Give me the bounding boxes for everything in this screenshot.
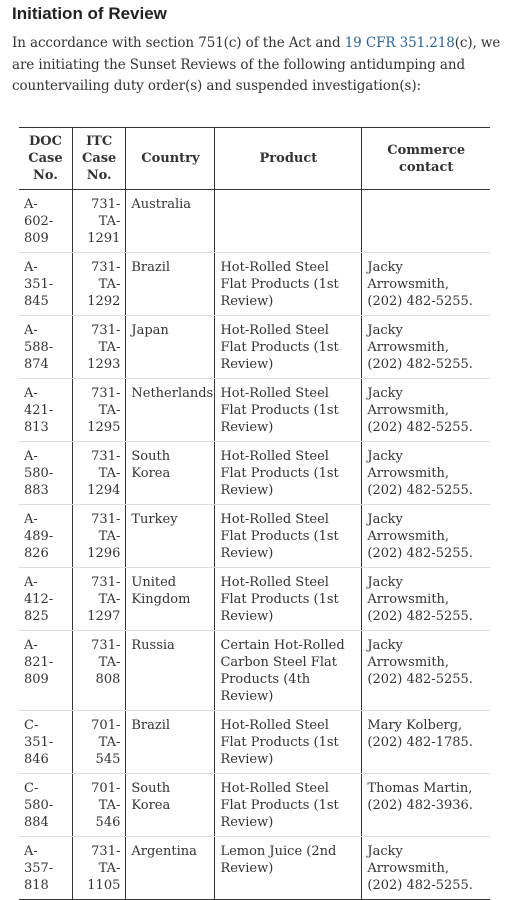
product: Hot-Rolled Steel Flat Products (1st Review) bbox=[215, 711, 362, 774]
commerce-contact: Jacky Arrowsmith, (202) 482-5255. bbox=[362, 316, 490, 379]
table-row bbox=[19, 711, 490, 774]
intro-paragraph bbox=[12, 33, 502, 98]
table-row bbox=[19, 190, 490, 253]
country: Australia bbox=[126, 190, 215, 253]
commerce-contact bbox=[362, 190, 490, 253]
itc-case-no: 731-TA-1295 bbox=[72, 379, 125, 442]
intro-text-after: (c), we are initiating the Sunset Reviews of the following antidumping and countervailing duty order(s) and suspended investigation(s): bbox=[12, 35, 501, 94]
country: United Kingdom bbox=[126, 568, 215, 631]
product: Hot-Rolled Steel Flat Products (1st Review) bbox=[215, 316, 362, 379]
product: Hot-Rolled Steel Flat Products (1st Review) bbox=[215, 505, 362, 568]
commerce-contact: Jacky Arrowsmith, (202) 482-5255. bbox=[362, 505, 490, 568]
product: Certain Hot-Rolled Carbon Steel Flat Products (4th Review) bbox=[215, 631, 362, 711]
commerce-contact: Jacky Arrowsmith, (202) 482-5255. bbox=[362, 379, 490, 442]
product: Hot-Rolled Steel Flat Products (1st Review) bbox=[215, 774, 362, 837]
intro-text-before: In accordance with section 751(c) of the Act and bbox=[12, 35, 345, 51]
country: South Korea bbox=[126, 774, 215, 837]
commerce-contact: Jacky Arrowsmith, (202) 482-5255. bbox=[362, 253, 490, 316]
section-title: Initiation of Review bbox=[12, 4, 167, 23]
header-commerce-contact: Commerce contact bbox=[362, 128, 490, 190]
itc-case-no: 731-TA-1292 bbox=[72, 253, 125, 316]
orders-table bbox=[19, 127, 490, 900]
doc-case-no: A-602-809 bbox=[19, 190, 72, 253]
doc-case-no: A-357-818 bbox=[19, 837, 72, 900]
commerce-contact: Jacky Arrowsmith, (202) 482-5255. bbox=[362, 568, 490, 631]
product: Hot-Rolled Steel Flat Products (1st Review) bbox=[215, 253, 362, 316]
product: Hot-Rolled Steel Flat Products (1st Review) bbox=[215, 442, 362, 505]
table-row bbox=[19, 505, 490, 568]
cfr-link[interactable]: 19 CFR 351.218 bbox=[344, 35, 455, 51]
country: Argentina bbox=[126, 837, 215, 900]
table-row bbox=[19, 568, 490, 631]
itc-case-no: 731-TA-1105 bbox=[72, 837, 125, 900]
itc-case-no: 731-TA-1296 bbox=[72, 505, 125, 568]
doc-case-no: A-421-813 bbox=[19, 379, 72, 442]
product bbox=[215, 190, 362, 253]
country: Brazil bbox=[126, 253, 215, 316]
doc-case-no: A-588-874 bbox=[19, 316, 72, 379]
product: Lemon Juice (2nd Review) bbox=[215, 837, 362, 900]
itc-case-no: 731-TA-1294 bbox=[72, 442, 125, 505]
table-row bbox=[19, 631, 490, 711]
itc-case-no: 701-TA-546 bbox=[72, 774, 125, 837]
table-row bbox=[19, 253, 490, 316]
commerce-contact: Jacky Arrowsmith, (202) 482-5255. bbox=[362, 442, 490, 505]
header-itc-case-no: ITC Case No. bbox=[72, 128, 125, 190]
doc-case-no: C-580-884 bbox=[19, 774, 72, 837]
header-country: Country bbox=[126, 128, 215, 190]
product: Hot-Rolled Steel Flat Products (1st Review) bbox=[215, 568, 362, 631]
table-row bbox=[19, 774, 490, 837]
country: Turkey bbox=[126, 505, 215, 568]
doc-case-no: A-351-845 bbox=[19, 253, 72, 316]
itc-case-no: 731-TA-1291 bbox=[72, 190, 125, 253]
itc-case-no: 731-TA-808 bbox=[72, 631, 125, 711]
header-product: Product bbox=[215, 128, 362, 190]
doc-case-no: C-351-846 bbox=[19, 711, 72, 774]
commerce-contact: Jacky Arrowsmith, (202) 482-5255. bbox=[362, 631, 490, 711]
commerce-contact: Jacky Arrowsmith, (202) 482-5255. bbox=[362, 837, 490, 900]
doc-case-no: A-580-883 bbox=[19, 442, 72, 505]
table-row bbox=[19, 442, 490, 505]
doc-case-no: A-489-826 bbox=[19, 505, 72, 568]
itc-case-no: 731-TA-1293 bbox=[72, 316, 125, 379]
country: South Korea bbox=[126, 442, 215, 505]
doc-case-no: A-821-809 bbox=[19, 631, 72, 711]
itc-case-no: 731-TA-1297 bbox=[72, 568, 125, 631]
country: Russia bbox=[126, 631, 215, 711]
itc-case-no: 701-TA-545 bbox=[72, 711, 125, 774]
country: Netherlands bbox=[126, 379, 215, 442]
commerce-contact: Mary Kolberg, (202) 482-1785. bbox=[362, 711, 490, 774]
doc-case-no: A-412-825 bbox=[19, 568, 72, 631]
commerce-contact: Thomas Martin, (202) 482-3936. bbox=[362, 774, 490, 837]
product: Hot-Rolled Steel Flat Products (1st Review) bbox=[215, 379, 362, 442]
header-doc-case-no: DOC Case No. bbox=[19, 128, 72, 190]
country: Brazil bbox=[126, 711, 215, 774]
table-row bbox=[19, 316, 490, 379]
table-row bbox=[19, 837, 490, 900]
table-header-row bbox=[19, 128, 490, 190]
table-row bbox=[19, 379, 490, 442]
country: Japan bbox=[126, 316, 215, 379]
